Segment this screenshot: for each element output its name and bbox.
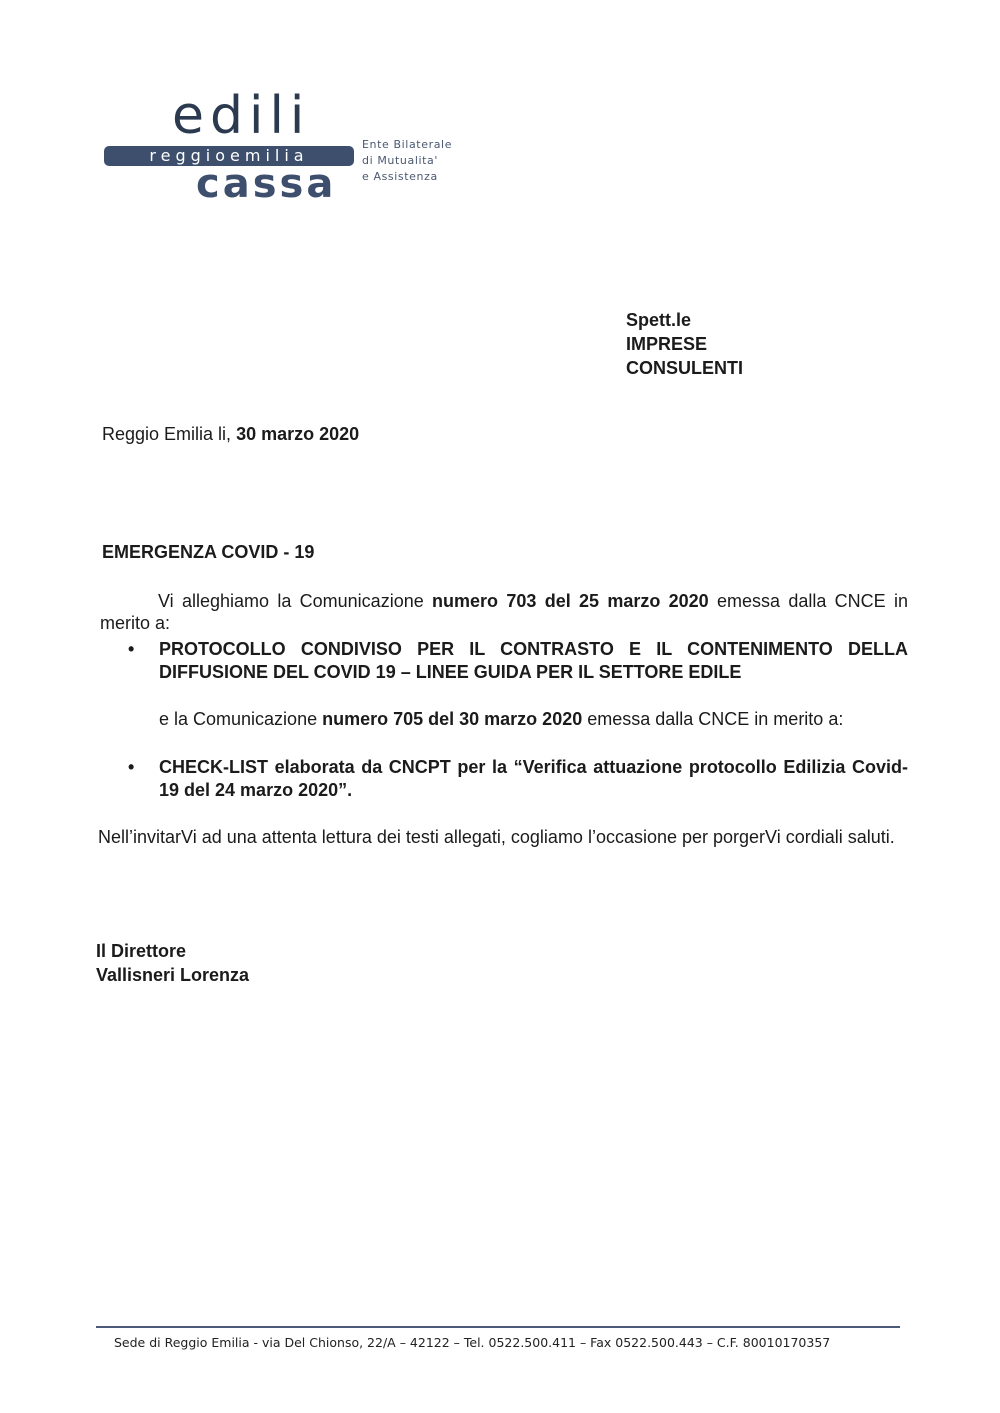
recipient-line: IMPRESE	[626, 334, 708, 354]
signature-name: Vallisneri Lorenza	[96, 965, 250, 985]
cassa-edile-logo	[104, 86, 484, 207]
date-prefix: Reggio Emilia li,	[102, 424, 237, 444]
signature-role: Il Direttore	[96, 941, 187, 961]
bullet-text: PROTOCOLLO CONDIVISO PER IL CONTRASTO E IL CONTENIMENTO DELLA DIFFUSIONE DEL COVID 19 – LINEE GUIDA PER IL SETTORE EDILE	[159, 639, 908, 682]
recipient-block	[626, 308, 743, 380]
bullet-text: CHECK-LIST elaborata da CNCPT per la “Verifica attuazione protocollo Edilizia Covid-19 del 24 marzo 2020”.	[159, 757, 908, 800]
footer-address: Sede di Reggio Emilia - via Del Chionso, 22/A – 42122 – Tel. 0522.500.411 – Fax 0522.500.443 – C.F. 80010170357	[114, 1335, 831, 1350]
logo-bar-text: reggioemilia	[149, 146, 309, 165]
logo-ente-text	[362, 137, 452, 185]
logo-ente-line: Ente Bilaterale	[362, 138, 453, 151]
logo-word-cassa: cassa	[196, 161, 337, 207]
p2-text: e la Comunicazione	[159, 709, 323, 729]
logo-ente-line: e Assistenza	[362, 170, 438, 183]
paragraph-second	[159, 708, 907, 730]
footer-divider	[96, 1326, 900, 1328]
p1-text-end: emessa dalla CNCE in merito a:	[100, 591, 908, 633]
bullet-dot-icon: •	[128, 639, 135, 659]
p1-text: Vi alleghiamo la Comunicazione	[158, 591, 433, 611]
p2-bold: numero 705 del 30 marzo 2020	[322, 709, 583, 729]
date-line	[102, 424, 359, 445]
signature-block	[96, 939, 249, 987]
date-value: 30 marzo 2020	[236, 424, 360, 444]
logo-word-edili: edili	[172, 86, 311, 146]
p1-bold: numero 703 del 25 marzo 2020	[432, 591, 709, 611]
bullet-item-protocollo	[128, 638, 908, 684]
bullet-item-checklist	[128, 756, 908, 802]
bullet-dot-icon: •	[128, 757, 135, 777]
p2-text-end: emessa dalla CNCE in merito a:	[582, 709, 844, 729]
subject-heading: EMERGENZA COVID - 19	[102, 542, 315, 562]
recipient-line: CONSULENTI	[626, 358, 743, 378]
logo-ente-line: di Mutualita'	[362, 154, 439, 167]
paragraph-closing: Nell’invitarVi ad una attenta lettura dei testi allegati, cogliamo l’occasione per porgerVi cordiali saluti.	[98, 827, 895, 847]
paragraph-intro	[100, 590, 908, 634]
recipient-line: Spett.le	[626, 310, 692, 330]
